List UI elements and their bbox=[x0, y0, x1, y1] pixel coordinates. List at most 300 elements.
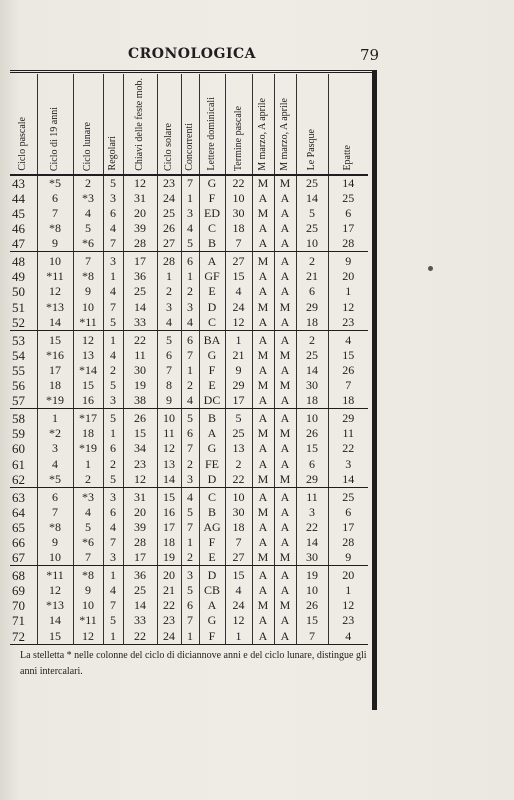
table-cell: 12 bbox=[37, 284, 73, 299]
table-cell: 7 bbox=[181, 348, 199, 363]
table-cell: A bbox=[252, 330, 274, 348]
table-cell: *19 bbox=[37, 393, 73, 409]
column-header-label: Epatte bbox=[342, 145, 354, 171]
table-cell: 2 bbox=[73, 472, 103, 488]
table-cell: 10 bbox=[296, 236, 328, 252]
table-cell: *13 bbox=[37, 300, 73, 315]
table-cell: M bbox=[274, 472, 296, 488]
table-row bbox=[10, 426, 368, 441]
table-cell: 21 bbox=[157, 583, 181, 598]
table-cell: 7 bbox=[225, 236, 252, 252]
table-cell: 4 bbox=[73, 505, 103, 520]
table-cell: 36 bbox=[123, 269, 157, 284]
table-cell: 19 bbox=[157, 550, 181, 566]
table-cell: 14 bbox=[296, 191, 328, 206]
table-cell: 3 bbox=[181, 206, 199, 221]
table-cell: G bbox=[199, 613, 225, 628]
table-cell: M bbox=[252, 550, 274, 566]
table-cell: 59 bbox=[10, 426, 37, 441]
table-cell: *11 bbox=[73, 315, 103, 331]
table-cell: 49 bbox=[10, 269, 37, 284]
table-cell: 18 bbox=[225, 520, 252, 535]
table-cell: A bbox=[274, 487, 296, 505]
table-cell: 29 bbox=[225, 378, 252, 393]
table-cell: 20 bbox=[123, 505, 157, 520]
table-cell: 8 bbox=[157, 378, 181, 393]
table-cell: M bbox=[274, 300, 296, 315]
table-cell: 24 bbox=[225, 598, 252, 613]
table-cell: 5 bbox=[181, 583, 199, 598]
column-header-label: Ciclo pascale bbox=[17, 117, 29, 171]
table-cell: 9 bbox=[157, 393, 181, 409]
column-header bbox=[123, 74, 157, 175]
table-cell: M bbox=[252, 252, 274, 270]
table-cell: M bbox=[252, 426, 274, 441]
table-cell: 1 bbox=[103, 330, 123, 348]
table-cell: G bbox=[199, 348, 225, 363]
table-cell: 4 bbox=[181, 393, 199, 409]
table-cell: 29 bbox=[296, 472, 328, 488]
table-cell: *8 bbox=[37, 520, 73, 535]
table-cell: 4 bbox=[157, 315, 181, 331]
table-cell: 7 bbox=[181, 520, 199, 535]
table-cell: 2 bbox=[225, 456, 252, 471]
table-cell: A bbox=[274, 221, 296, 236]
table-cell: 21 bbox=[296, 269, 328, 284]
table-cell: B bbox=[199, 505, 225, 520]
table-cell: 6 bbox=[157, 348, 181, 363]
table-cell: 57 bbox=[10, 393, 37, 409]
table-cell: 6 bbox=[296, 284, 328, 299]
table-row bbox=[10, 378, 368, 393]
table-cell: F bbox=[199, 191, 225, 206]
table-cell: A bbox=[274, 206, 296, 221]
table-cell: 7 bbox=[181, 175, 199, 191]
column-header bbox=[252, 74, 274, 175]
table-cell: 7 bbox=[103, 598, 123, 613]
table-cell: *8 bbox=[73, 269, 103, 284]
table-cell: M bbox=[274, 426, 296, 441]
column-header-label: Concorrenti bbox=[184, 123, 195, 171]
table-cell: 10 bbox=[296, 409, 328, 427]
table-cell: *19 bbox=[73, 441, 103, 456]
table-cell: 50 bbox=[10, 284, 37, 299]
column-header bbox=[181, 74, 199, 175]
table-cell: 22 bbox=[342, 441, 355, 456]
table-cell: 38 bbox=[123, 393, 157, 409]
table-cell: 4 bbox=[181, 487, 199, 505]
table-cell: 7 bbox=[103, 535, 123, 550]
table-cell: 70 bbox=[10, 598, 37, 613]
table-cell: 14 bbox=[157, 472, 181, 488]
table-row bbox=[10, 175, 368, 191]
page-number: 79 bbox=[360, 46, 380, 64]
table-cell: *8 bbox=[73, 566, 103, 584]
table-cell: M bbox=[274, 378, 296, 393]
table-row bbox=[10, 393, 368, 409]
table-cell: 3 bbox=[157, 300, 181, 315]
table-row bbox=[10, 472, 368, 488]
table-cell: 66 bbox=[10, 535, 37, 550]
table-cell: 12 bbox=[37, 583, 73, 598]
table-cell: B bbox=[199, 409, 225, 427]
table-cell: 9 bbox=[345, 254, 352, 269]
table-cell: 10 bbox=[225, 191, 252, 206]
table-cell: 1 bbox=[181, 363, 199, 378]
table-cell: 15 bbox=[37, 330, 73, 348]
column-header-label: Ciclo lunare bbox=[82, 121, 93, 171]
table-cell: *6 bbox=[73, 236, 103, 252]
table-cell: A bbox=[274, 613, 296, 628]
table-cell: 21 bbox=[225, 348, 252, 363]
table-cell: *14 bbox=[73, 363, 103, 378]
table-cell: 2 bbox=[157, 284, 181, 299]
table-cell: 14 bbox=[296, 535, 328, 550]
table-cell: 17 bbox=[123, 252, 157, 270]
table-cell: 17 bbox=[123, 550, 157, 566]
table-cell: 45 bbox=[10, 206, 37, 221]
table-cell: 30 bbox=[296, 550, 328, 566]
table-cell: 24 bbox=[157, 191, 181, 206]
table-cell: 14 bbox=[37, 613, 73, 628]
table-cell: M bbox=[252, 300, 274, 315]
table-cell: 28 bbox=[157, 252, 181, 270]
table-cell: 1 bbox=[181, 628, 199, 644]
table-cell: 9 bbox=[73, 284, 103, 299]
table-row bbox=[10, 598, 368, 613]
table-cell: DC bbox=[199, 393, 225, 409]
table-cell: 7 bbox=[37, 206, 73, 221]
table-cell: 12 bbox=[123, 175, 157, 191]
table-cell: M bbox=[274, 348, 296, 363]
table-cell: 3 bbox=[181, 300, 199, 315]
table-cell: A bbox=[252, 613, 274, 628]
table-cell: 2 bbox=[296, 252, 328, 270]
column-header-label: M marzo, A aprile bbox=[279, 98, 290, 171]
table-cell: 25 bbox=[123, 284, 157, 299]
table-cell: 1 bbox=[73, 456, 103, 471]
table-cell: 11 bbox=[342, 426, 355, 441]
table-cell: 53 bbox=[10, 330, 37, 348]
table-cell: 52 bbox=[10, 315, 37, 331]
table-cell: *17 bbox=[73, 409, 103, 427]
table-cell: 5 bbox=[296, 206, 328, 221]
table-cell: A bbox=[252, 363, 274, 378]
table-cell: 12 bbox=[342, 598, 355, 613]
table-cell: 1 bbox=[181, 535, 199, 550]
table-cell: E bbox=[199, 378, 225, 393]
table-cell: A bbox=[252, 409, 274, 427]
table-cell: A bbox=[274, 441, 296, 456]
table-cell: 5 bbox=[73, 520, 103, 535]
table-cell: A bbox=[252, 441, 274, 456]
table-cell: 7 bbox=[37, 505, 73, 520]
table-cell: 1 bbox=[345, 583, 352, 598]
table-cell: 7 bbox=[296, 628, 328, 644]
table-cell: *5 bbox=[37, 175, 73, 191]
table-cell: 14 bbox=[123, 300, 157, 315]
table-row bbox=[10, 252, 368, 270]
table-cell: 44 bbox=[10, 191, 37, 206]
table-cell: 5 bbox=[181, 409, 199, 427]
table-cell: 29 bbox=[342, 411, 355, 426]
table-cell: A bbox=[274, 393, 296, 409]
table-cell: A bbox=[274, 363, 296, 378]
table-cell: 11 bbox=[296, 487, 328, 505]
table-cell: 12 bbox=[342, 299, 355, 314]
table-row bbox=[10, 505, 368, 520]
column-header-label: Le Pasque bbox=[306, 129, 317, 171]
table-cell: A bbox=[274, 409, 296, 427]
table-cell: 3 bbox=[345, 456, 352, 471]
table-cell: BA bbox=[199, 330, 225, 348]
table-cell: 5 bbox=[103, 613, 123, 628]
table-cell: F bbox=[199, 628, 225, 644]
table-cell: GF bbox=[199, 269, 225, 284]
running-title: CRONOLOGICA bbox=[128, 46, 257, 62]
table-row bbox=[10, 520, 368, 535]
table-cell: 2 bbox=[103, 363, 123, 378]
column-header-label: Ciclo solare bbox=[163, 122, 174, 171]
table-cell: 3 bbox=[181, 472, 199, 488]
table-cell: 6 bbox=[181, 598, 199, 613]
table-cell: 4 bbox=[181, 221, 199, 236]
chronology-table-frame bbox=[6, 70, 377, 710]
table-cell: 11 bbox=[157, 426, 181, 441]
table-cell: 4 bbox=[345, 332, 352, 347]
column-header bbox=[37, 74, 73, 175]
table-cell: 28 bbox=[123, 535, 157, 550]
table-cell: 6 bbox=[296, 456, 328, 471]
table-cell: 1 bbox=[225, 330, 252, 348]
table-cell: 27 bbox=[225, 550, 252, 566]
table-cell: 2 bbox=[103, 456, 123, 471]
table-cell: 1 bbox=[103, 628, 123, 644]
table-cell: A bbox=[252, 284, 274, 299]
table-cell: 3 bbox=[103, 393, 123, 409]
table-cell: A bbox=[252, 236, 274, 252]
table-cell: 10 bbox=[157, 409, 181, 427]
table-row bbox=[10, 330, 368, 348]
table-cell: A bbox=[199, 598, 225, 613]
table-row bbox=[10, 300, 368, 315]
table-cell: *11 bbox=[37, 566, 73, 584]
table-cell: 25 bbox=[123, 583, 157, 598]
table-cell: 4 bbox=[103, 221, 123, 236]
table-cell: 4 bbox=[73, 206, 103, 221]
table-cell: 1 bbox=[157, 269, 181, 284]
table-cell: 28 bbox=[123, 236, 157, 252]
table-cell: 4 bbox=[37, 456, 73, 471]
table-cell: A bbox=[252, 315, 274, 331]
table-cell: 48 bbox=[10, 252, 37, 270]
table-row bbox=[10, 236, 368, 252]
table-cell: 5 bbox=[103, 472, 123, 488]
table-cell: 22 bbox=[225, 175, 252, 191]
table-cell: *11 bbox=[73, 613, 103, 628]
table-cell: 14 bbox=[342, 175, 355, 190]
table-cell: 20 bbox=[342, 568, 355, 583]
table-cell: 24 bbox=[225, 300, 252, 315]
table-cell: 3 bbox=[103, 191, 123, 206]
table-cell: *11 bbox=[37, 269, 73, 284]
table-cell: 25 bbox=[296, 348, 328, 363]
table-cell: 4 bbox=[181, 315, 199, 331]
table-cell: 19 bbox=[296, 566, 328, 584]
table-cell: CB bbox=[199, 583, 225, 598]
table-cell: 9 bbox=[225, 363, 252, 378]
table-cell: 17 bbox=[342, 519, 355, 534]
table-cell: 47 bbox=[10, 236, 37, 252]
table-cell: A bbox=[252, 456, 274, 471]
table-cell: A bbox=[274, 535, 296, 550]
table-cell: 51 bbox=[10, 300, 37, 315]
table-cell: 16 bbox=[157, 505, 181, 520]
table-cell: 25 bbox=[296, 221, 328, 236]
table-cell: A bbox=[252, 487, 274, 505]
table-cell: D bbox=[199, 300, 225, 315]
table-cell: 12 bbox=[123, 472, 157, 488]
table-cell: 22 bbox=[123, 628, 157, 644]
column-header bbox=[103, 74, 123, 175]
table-cell: 56 bbox=[10, 378, 37, 393]
table-cell: B bbox=[199, 236, 225, 252]
table-cell: 4 bbox=[103, 348, 123, 363]
table-cell: 26 bbox=[123, 409, 157, 427]
table-row bbox=[10, 409, 368, 427]
table-cell: 4 bbox=[103, 583, 123, 598]
table-cell: M bbox=[274, 175, 296, 191]
table-cell: 6 bbox=[37, 487, 73, 505]
table-cell: 22 bbox=[296, 520, 328, 535]
table-cell: 9 bbox=[328, 550, 368, 566]
table-row bbox=[10, 550, 368, 566]
table-cell: *16 bbox=[37, 348, 73, 363]
table-cell: 39 bbox=[123, 520, 157, 535]
table-top-rule bbox=[10, 70, 372, 73]
table-cell: 20 bbox=[157, 566, 181, 584]
table-cell: 10 bbox=[296, 583, 328, 598]
table-cell: 3 bbox=[296, 505, 328, 520]
table-cell: A bbox=[274, 505, 296, 520]
column-header-label: M marzo, A aprile bbox=[257, 98, 268, 171]
table-cell: C bbox=[199, 487, 225, 505]
table-cell: 69 bbox=[10, 583, 37, 598]
table-row bbox=[10, 441, 368, 456]
table-cell: C bbox=[199, 315, 225, 331]
table-cell: 6 bbox=[37, 191, 73, 206]
table-cell: *6 bbox=[73, 535, 103, 550]
table-cell: 60 bbox=[10, 441, 37, 456]
table-cell: 6 bbox=[103, 441, 123, 456]
table-cell: A bbox=[274, 583, 296, 598]
table-cell: 71 bbox=[10, 613, 37, 628]
table-cell: 28 bbox=[342, 534, 355, 549]
table-row bbox=[10, 535, 368, 550]
table-cell: 5 bbox=[103, 409, 123, 427]
table-cell: 31 bbox=[123, 191, 157, 206]
table-cell: 6 bbox=[103, 206, 123, 221]
table-cell: 15 bbox=[73, 378, 103, 393]
table-cell: A bbox=[274, 628, 296, 644]
table-cell: A bbox=[274, 566, 296, 584]
table-cell: 39 bbox=[123, 221, 157, 236]
table-row bbox=[10, 191, 368, 206]
table-cell: AG bbox=[199, 520, 225, 535]
column-header bbox=[328, 74, 368, 175]
table-cell: M bbox=[252, 472, 274, 488]
table-cell: 14 bbox=[37, 315, 73, 331]
table-cell: 1 bbox=[103, 566, 123, 584]
column-header-label: Lettere dominicali bbox=[206, 97, 217, 171]
table-cell: F bbox=[199, 363, 225, 378]
table-cell: A bbox=[274, 269, 296, 284]
table-cell: 7 bbox=[103, 300, 123, 315]
table-cell: 12 bbox=[225, 613, 252, 628]
table-cell: 2 bbox=[296, 330, 328, 348]
table-cell: 5 bbox=[157, 330, 181, 348]
table-cell: 12 bbox=[73, 628, 103, 644]
table-cell: C bbox=[199, 221, 225, 236]
table-cell: 5 bbox=[181, 236, 199, 252]
table-cell: 15 bbox=[225, 566, 252, 584]
table-cell: A bbox=[199, 252, 225, 270]
table-cell: 33 bbox=[123, 315, 157, 331]
column-header bbox=[199, 74, 225, 175]
table-cell: D bbox=[199, 472, 225, 488]
table-cell: 22 bbox=[157, 598, 181, 613]
table-row bbox=[10, 566, 368, 584]
table-cell: M bbox=[252, 378, 274, 393]
table-cell: 25 bbox=[225, 426, 252, 441]
table-cell: 1 bbox=[37, 409, 73, 427]
table-row bbox=[10, 269, 368, 284]
table-cell: 1 bbox=[345, 284, 352, 299]
table-cell: A bbox=[274, 456, 296, 471]
table-cell: 19 bbox=[123, 378, 157, 393]
column-header-label: Termine pascale bbox=[232, 105, 244, 171]
table-cell: 15 bbox=[225, 269, 252, 284]
table-cell: 4 bbox=[103, 520, 123, 535]
table-cell: D bbox=[199, 566, 225, 584]
table-cell: 9 bbox=[73, 583, 103, 598]
table-cell: 2 bbox=[181, 378, 199, 393]
table-cell: 14 bbox=[123, 598, 157, 613]
table-cell: M bbox=[252, 206, 274, 221]
table-cell: 13 bbox=[157, 456, 181, 471]
table-cell: 30 bbox=[296, 378, 328, 393]
table-cell: 54 bbox=[10, 348, 37, 363]
column-header bbox=[10, 74, 37, 175]
table-cell: 1 bbox=[181, 269, 199, 284]
table-row bbox=[10, 221, 368, 236]
table-cell: M bbox=[252, 598, 274, 613]
table-cell: 20 bbox=[123, 206, 157, 221]
column-header bbox=[73, 74, 103, 175]
table-row bbox=[10, 363, 368, 378]
table-cell: 17 bbox=[157, 520, 181, 535]
table-cell: 2 bbox=[181, 550, 199, 566]
table-cell: 67 bbox=[10, 550, 37, 566]
table-cell: G bbox=[199, 175, 225, 191]
table-cell: A bbox=[252, 393, 274, 409]
table-cell: *5 bbox=[37, 472, 73, 488]
table-cell: 23 bbox=[123, 456, 157, 471]
table-cell: 2 bbox=[73, 175, 103, 191]
table-cell: 18 bbox=[73, 426, 103, 441]
table-cell: 30 bbox=[225, 505, 252, 520]
table-cell: A bbox=[252, 520, 274, 535]
